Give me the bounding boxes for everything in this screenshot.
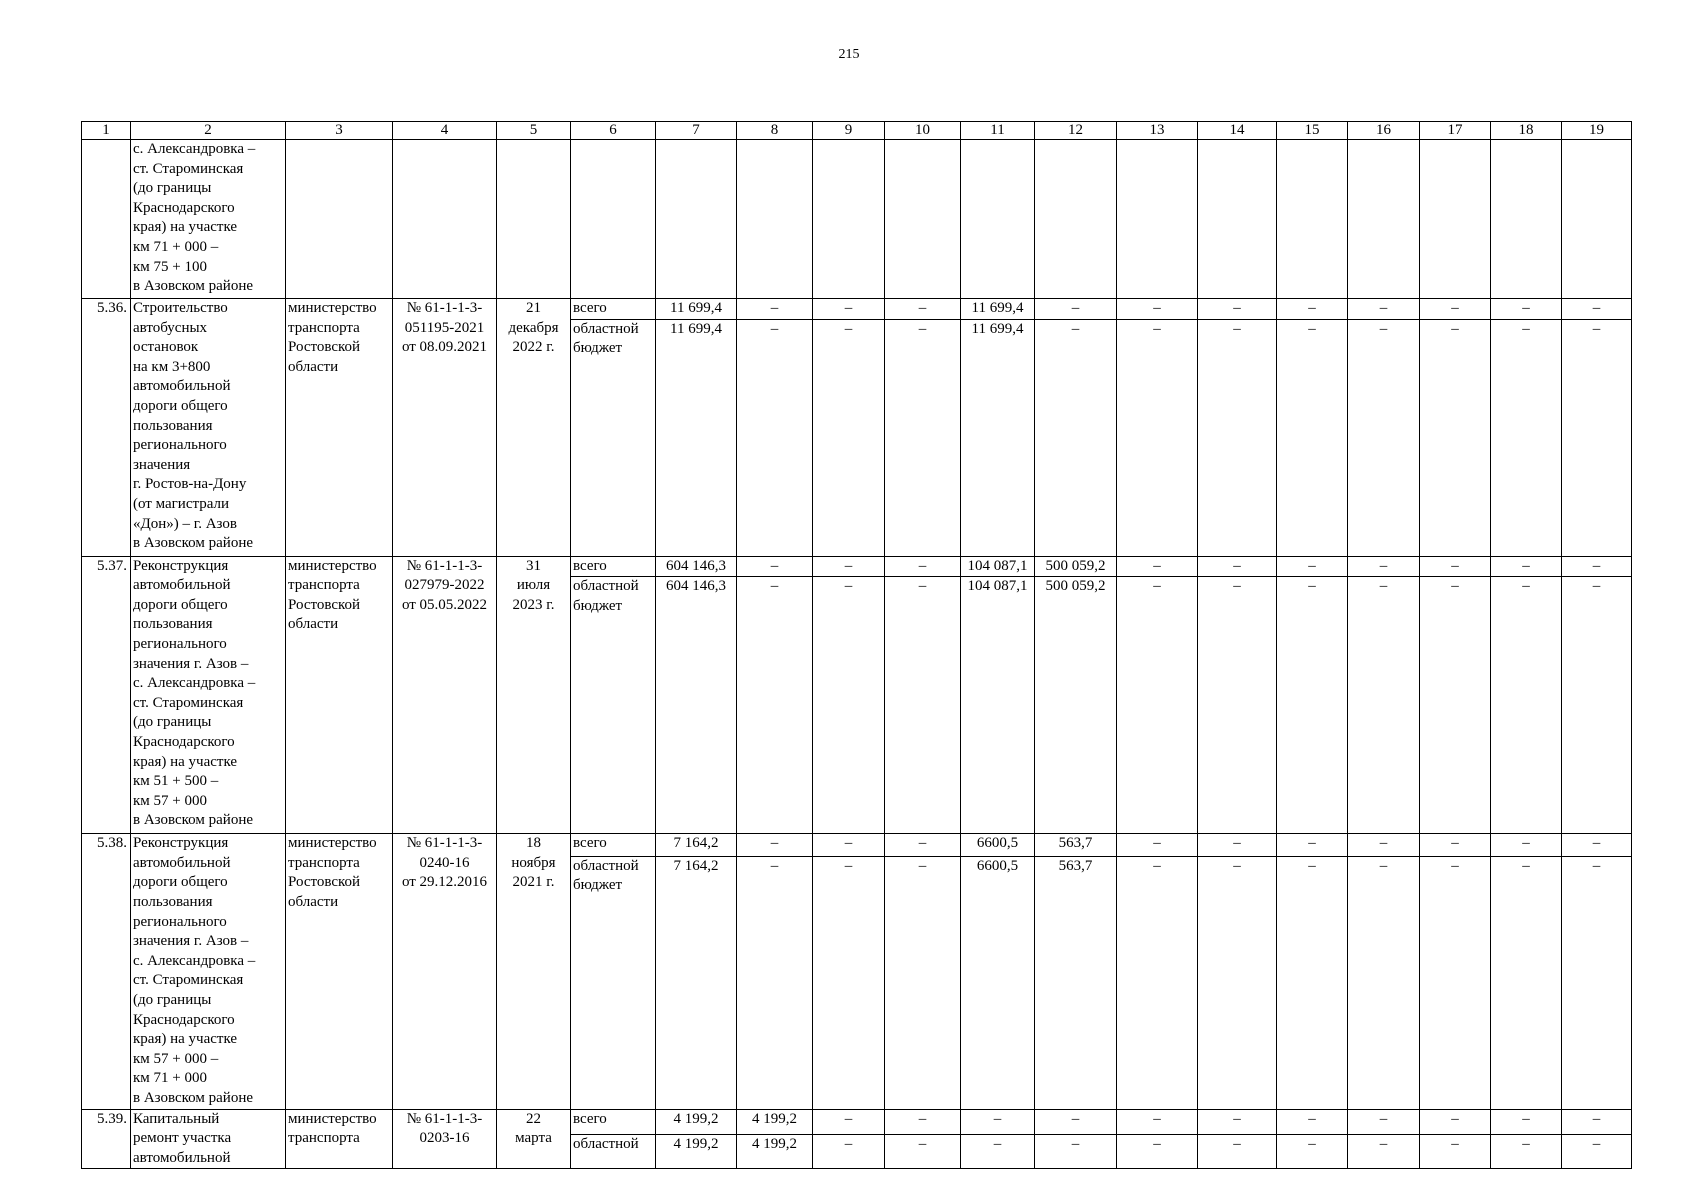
value-cell: – [1491,319,1562,556]
document-cell: № 61-1-1-3- 0240-16 от 29.12.2016 [393,834,497,1109]
value-cell: – [1277,834,1348,857]
empty-cell [393,140,497,299]
value-cell: 4 199,2 [737,1134,813,1168]
continuation-row [82,140,1632,299]
value-cell: – [813,856,885,1109]
value-cell: – [1117,1109,1198,1134]
row-number-cell: 5.39. [82,1109,131,1169]
description-cell: с. Александровка – ст. Староминская (до границы Краснодарского края) на участке км 71 + 000 – км 75 + 100 в Азовском районе [131,140,286,299]
value-cell: 11 699,4 [961,319,1035,556]
funding-source-cell: всего [571,834,656,857]
value-cell: 11 699,4 [656,319,737,556]
value-cell: – [737,556,813,577]
value-cell: – [1348,299,1420,320]
row-number-cell [82,140,131,299]
value-cell: – [1491,834,1562,857]
header-cell: 7 [656,122,737,140]
value-cell: – [1420,1134,1491,1168]
value-cell: – [1277,856,1348,1109]
value-cell: – [1562,556,1632,577]
funding-source-cell: областной бюджет [571,319,656,556]
document-cell: № 61-1-1-3- 0203-16 [393,1109,497,1169]
value-cell: – [1348,1109,1420,1134]
value-cell: – [737,577,813,834]
header-cell: 5 [497,122,571,140]
value-cell: – [737,834,813,857]
completion-date-cell: 31 июля 2023 г. [497,556,571,834]
value-cell: – [1420,1109,1491,1134]
value-cell: – [1348,856,1420,1109]
value-cell: 104 087,1 [961,556,1035,577]
document-cell: № 61-1-1-3- 051195-2021 от 08.09.2021 [393,299,497,557]
investment-table [81,121,1632,1169]
row-number-cell: 5.38. [82,834,131,1109]
value-cell: – [1420,299,1491,320]
header-cell: 13 [1117,122,1198,140]
funding-source-cell: областной бюджет [571,856,656,1109]
value-cell: – [885,299,961,320]
value-cell: – [1420,319,1491,556]
project-row-total [82,1109,1632,1134]
value-cell: – [813,319,885,556]
value-cell: 4 199,2 [737,1109,813,1134]
value-cell: 7 164,2 [656,856,737,1109]
header-cell: 3 [286,122,393,140]
value-cell: 604 146,3 [656,577,737,834]
value-cell: – [1491,1109,1562,1134]
value-cell: – [1491,1134,1562,1168]
empty-cell [1491,140,1562,299]
value-cell: – [1198,856,1277,1109]
funding-source-cell: областной бюджет [571,577,656,834]
row-number-cell: 5.36. [82,299,131,557]
value-cell: – [1198,1134,1277,1168]
customer-cell: министерство транспорта Ростовской области [286,299,393,557]
funding-source-cell: всего [571,556,656,577]
project-row-total [82,556,1632,577]
value-cell: 4 199,2 [656,1134,737,1168]
value-cell: – [1348,577,1420,834]
value-cell: – [813,834,885,857]
value-cell: – [737,299,813,320]
value-cell: 500 059,2 [1035,577,1117,834]
value-cell: – [1348,556,1420,577]
column-number-row [82,122,1632,140]
value-cell: – [1117,1134,1198,1168]
value-cell: – [1117,556,1198,577]
value-cell: – [1198,1109,1277,1134]
customer-cell: министерство транспорта Ростовской области [286,556,393,834]
empty-cell [497,140,571,299]
value-cell: – [1277,319,1348,556]
empty-cell [813,140,885,299]
empty-cell [571,140,656,299]
value-cell: – [1348,1134,1420,1168]
value-cell: 7 164,2 [656,834,737,857]
value-cell: 563,7 [1035,856,1117,1109]
completion-date-cell: 18 ноября 2021 г. [497,834,571,1109]
completion-date-cell: 22 марта [497,1109,571,1169]
value-cell: – [961,1109,1035,1134]
description-cell: Реконструкция автомобильной дороги общего пользования регионального значения г. Азов – с. Александровка – ст. Староминская (до границы Краснодарского края) на участке км 51 + 500 – км 57 + 000 в Азовском районе [131,556,286,834]
value-cell: – [1277,577,1348,834]
value-cell: – [1117,856,1198,1109]
value-cell: – [1348,319,1420,556]
value-cell: – [1035,1109,1117,1134]
empty-cell [1035,140,1117,299]
empty-cell [885,140,961,299]
header-cell: 1 [82,122,131,140]
value-cell: – [813,556,885,577]
page-number: 215 [838,47,860,62]
value-cell: – [1117,834,1198,857]
value-cell: 500 059,2 [1035,556,1117,577]
value-cell: – [813,577,885,834]
empty-cell [1277,140,1348,299]
value-cell: – [885,856,961,1109]
value-cell: – [737,856,813,1109]
value-cell: – [1117,577,1198,834]
empty-cell [1117,140,1198,299]
header-cell: 6 [571,122,656,140]
value-cell: – [1198,556,1277,577]
header-cell: 4 [393,122,497,140]
header-cell: 12 [1035,122,1117,140]
value-cell: – [1491,299,1562,320]
value-cell: – [1420,577,1491,834]
value-cell: – [1198,299,1277,320]
empty-cell [286,140,393,299]
value-cell: – [885,577,961,834]
value-cell: – [1562,319,1632,556]
project-row-total [82,834,1632,857]
funding-source-cell: областной [571,1134,656,1168]
row-number-cell: 5.37. [82,556,131,834]
value-cell: 11 699,4 [961,299,1035,320]
customer-cell: министерство транспорта [286,1109,393,1169]
header-cell: 17 [1420,122,1491,140]
value-cell: – [1117,299,1198,320]
value-cell: – [813,1109,885,1134]
value-cell: 4 199,2 [656,1109,737,1134]
description-cell: Капитальный ремонт участка автомобильной [131,1109,286,1169]
value-cell: – [1198,319,1277,556]
header-cell: 16 [1348,122,1420,140]
value-cell: – [813,1134,885,1168]
empty-cell [1562,140,1632,299]
header-cell: 14 [1198,122,1277,140]
value-cell: – [1348,834,1420,857]
value-cell: – [1562,299,1632,320]
value-cell: – [885,834,961,857]
header-cell: 15 [1277,122,1348,140]
header-cell: 18 [1491,122,1562,140]
value-cell: – [1035,319,1117,556]
value-cell: – [885,319,961,556]
empty-cell [1198,140,1277,299]
description-cell: Реконструкция автомобильной дороги общего пользования регионального значения г. Азов – с. Александровка – ст. Староминская (до границы Краснодарского края) на участке км 57 + 000 – км 71 + 000 в Азовском районе [131,834,286,1109]
empty-cell [737,140,813,299]
value-cell: 604 146,3 [656,556,737,577]
value-cell: – [961,1134,1035,1168]
value-cell: – [1420,856,1491,1109]
value-cell: – [813,299,885,320]
value-cell: 6600,5 [961,856,1035,1109]
completion-date-cell: 21 декабря 2022 г. [497,299,571,557]
value-cell: – [1277,299,1348,320]
customer-cell: министерство транспорта Ростовской области [286,834,393,1109]
funding-source-cell: всего [571,1109,656,1134]
value-cell: 11 699,4 [656,299,737,320]
value-cell: – [1277,1109,1348,1134]
header-cell: 10 [885,122,961,140]
value-cell: – [737,319,813,556]
value-cell: – [1420,834,1491,857]
empty-cell [1348,140,1420,299]
funding-source-cell: всего [571,299,656,320]
value-cell: – [885,556,961,577]
value-cell: – [885,1134,961,1168]
value-cell: – [1117,319,1198,556]
value-cell: – [1491,556,1562,577]
value-cell: – [885,1109,961,1134]
value-cell: – [1198,834,1277,857]
description-cell: Строительство автобусных остановок на км 3+800 автомобильной дороги общего пользования регионального значения г. Ростов-на-Дону (от магистрали «Дон») – г. Азов в Азовском районе [131,299,286,557]
header-cell: 9 [813,122,885,140]
value-cell: – [1277,556,1348,577]
header-cell: 11 [961,122,1035,140]
value-cell: – [1562,1109,1632,1134]
value-cell: – [1420,556,1491,577]
empty-cell [961,140,1035,299]
value-cell: – [1035,299,1117,320]
value-cell: – [1562,1134,1632,1168]
value-cell: 563,7 [1035,834,1117,857]
header-cell: 2 [131,122,286,140]
empty-cell [656,140,737,299]
value-cell: 6600,5 [961,834,1035,857]
value-cell: – [1035,1134,1117,1168]
header-cell: 19 [1562,122,1632,140]
value-cell: 104 087,1 [961,577,1035,834]
project-row-total [82,299,1632,320]
value-cell: – [1562,577,1632,834]
value-cell: – [1198,577,1277,834]
value-cell: – [1562,856,1632,1109]
value-cell: – [1562,834,1632,857]
empty-cell [1420,140,1491,299]
value-cell: – [1491,577,1562,834]
header-cell: 8 [737,122,813,140]
value-cell: – [1277,1134,1348,1168]
document-cell: № 61-1-1-3- 027979-2022 от 05.05.2022 [393,556,497,834]
value-cell: – [1491,856,1562,1109]
